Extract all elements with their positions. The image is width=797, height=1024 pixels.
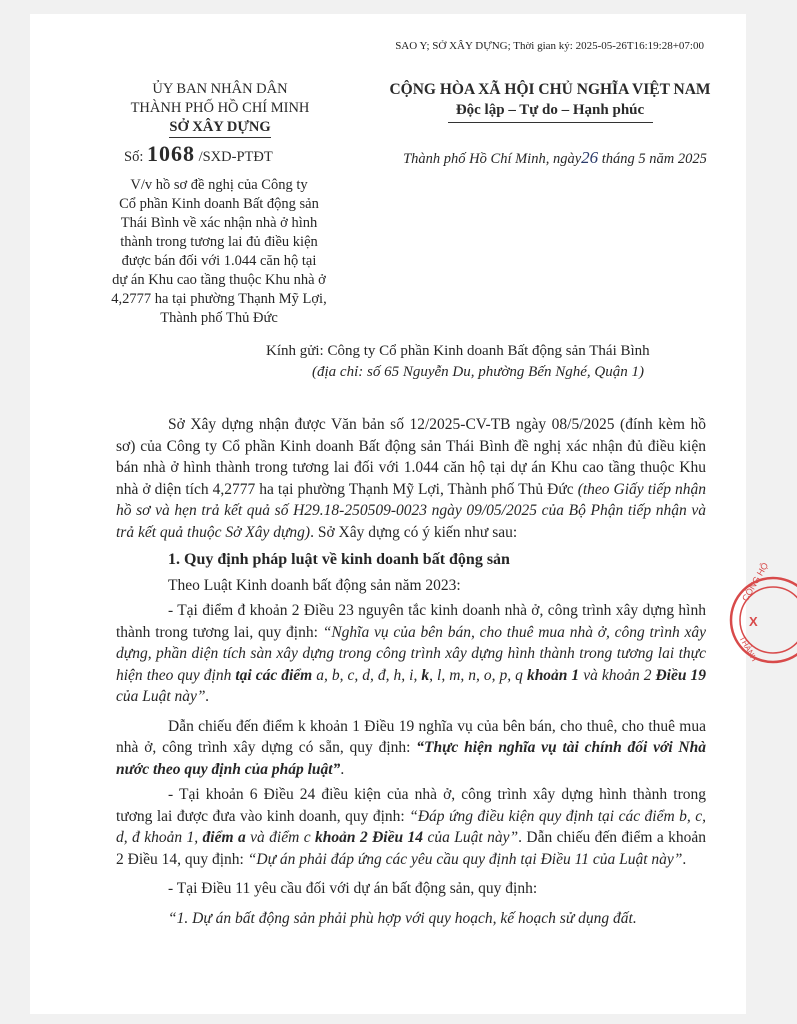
authority-line-2: THÀNH PHỐ HỒ CHÍ MINH <box>130 100 310 116</box>
text-run-bold-italic: khoản 1 <box>526 666 580 684</box>
so-label: Số: <box>124 149 144 165</box>
text-run-italic: “Dự án phải đáp ứng các yêu cầu quy định tại Điều 11 của Luật này” <box>247 850 683 868</box>
text-run-bold-italic: k <box>421 666 430 684</box>
date-suffix: tháng 5 năm 2025 <box>601 151 707 167</box>
subject-line: Thành phố Thủ Đức <box>160 310 278 326</box>
so-suffix: /SXD-PTĐT <box>198 149 273 165</box>
issue-date <box>375 148 735 168</box>
paragraph-article-19 <box>116 716 706 781</box>
national-motto: Độc lập – Tự do – Hạnh phúc <box>455 102 645 118</box>
subject-line: Cổ phần Kinh doanh Bất động sản <box>119 196 319 212</box>
paragraph-quote-11: “1. Dự án bất động sản phải phù hợp với quy hoạch, kế hoạch sử dụng đất. <box>168 909 637 927</box>
text-run: . <box>682 850 687 868</box>
national-header <box>365 80 735 123</box>
text-run-italic: của Luật này” <box>423 829 519 846</box>
issuing-authority <box>90 80 350 167</box>
recipient-to: Kính gửi: Công ty Cổ phần Kinh doanh Bất động sản Thái Bình <box>266 343 650 359</box>
text-run-bold-italic: tại các điểm <box>235 666 313 684</box>
department-name: SỞ XÂY DỰNG <box>169 118 270 138</box>
document-number <box>90 141 350 167</box>
subject-line: Thái Bình về xác nhận nhà ở hình <box>120 215 318 231</box>
motto-underline <box>448 122 653 123</box>
subject-line: thành trong tương lai đủ điều kiện <box>120 234 318 250</box>
text-run: . Dẫn chiếu đến điểm a khoản 2 Điều 14, quy định: <box>116 829 706 868</box>
subject-line: được bán đối với 1.044 căn hộ tại <box>121 253 317 269</box>
seal-text-bottom: THÀNH <box>737 634 759 663</box>
document-page <box>30 14 771 1014</box>
paragraph-intro <box>116 414 706 543</box>
seal-text-mid: X <box>749 614 758 629</box>
paragraph-article-11: - Tại Điều 11 yêu cầu đối với dự án bất động sản, quy định: <box>168 880 538 897</box>
subject-line: V/v hồ sơ đề nghị của Công ty <box>130 177 308 193</box>
text-run-italic: của Luật này”. <box>116 688 210 705</box>
text-run-italic: “Đáp ứng điều kiện quy định tại các điểm b, c, d, đ khoản 1, <box>116 807 706 846</box>
text-run-italic: và điểm c <box>245 829 316 846</box>
red-seal-stamp <box>725 560 797 666</box>
recipient-address: (địa chỉ: số 65 Nguyễn Du, phường Bến Nghé, Quận 1) <box>312 364 644 380</box>
text-run: Dẫn chiếu đến điểm k khoản 1 Điều 19 nghĩa vụ của bên bán, cho thuê, cho thuê mua nhà ở, công trình xây dựng có sẵn, quy định: <box>116 717 706 756</box>
text-run: Sở Xây dựng nhận được Văn bản số 12/2025-CV-TB ngày 08/5/2025 (đính kèm hồ sơ) của Công ty Cổ phần Kinh doanh Bất động sản Thái Bình đề nghị xác nhận đủ điều kiện bán nhà ở hình thành trong tương lai đối với 1.044 căn hộ tại dự án Khu cao tầng thuộc Khu nhà ở diện tích 4,2777 ha tại phường Thạnh Mỹ Lợi, Thành phố Thủ Đức <box>116 416 706 498</box>
authority-line-1: ỦY BAN NHÂN DÂN <box>152 81 288 97</box>
text-run-bold-italic: “Thực hiện nghĩa vụ tài chính đối với Nhà nước theo quy định của pháp luật” <box>116 739 707 778</box>
seal-text-top: CÔNG HỘ <box>740 560 771 603</box>
subject-line: dự án Khu cao tầng thuộc Khu nhà ở <box>112 272 326 288</box>
text-run-bold-italic: Điều 19 <box>655 666 706 684</box>
recipient-block <box>266 341 726 383</box>
section-heading-1: 1. Quy định pháp luật về kinh doanh bất động sản <box>168 551 510 568</box>
text-run: . <box>340 760 345 778</box>
document-body <box>116 414 706 929</box>
text-run: - Tại điểm đ khoản 2 Điều 23 nguyên tắc kinh doanh nhà ở, công trình xây dựng hình thành trong tương lai, quy định: <box>116 602 706 641</box>
date-prefix: Thành phố Hồ Chí Minh, ngày <box>403 151 582 167</box>
text-run-italic: và khoản 2 <box>579 666 656 684</box>
paragraph-law-ref: Theo Luật Kinh doanh bất động sản năm 2023: <box>168 576 461 594</box>
authority-department <box>90 118 350 138</box>
text-run-italic: , l, m, n, o, p, q <box>429 666 527 684</box>
text-run-bold-italic: khoản 2 Điều 14 <box>315 829 424 846</box>
so-number: 1068 <box>146 141 195 166</box>
text-run-italic: (theo Giấy tiếp nhận hồ sơ và hẹn trả kết quả số H29.18-250509-0023 ngày 09/05/2025 của Bộ Phận tiếp nhận và trả kết quả thuộc Sở Xây dựng) <box>116 480 706 541</box>
text-run-italic: a, b, c, d, đ, h, i, <box>312 666 422 684</box>
text-run-bold-italic: điểm a <box>202 829 246 846</box>
text-run: . Sở Xây dựng có ý kiến như sau: <box>310 523 518 541</box>
text-run-italic: “Nghĩa vụ của bên bán, cho thuê mua nhà ở, công trình xây dựng, phần diện tích sàn xây dựng trong công trình xây dựng hình thành trong tương lai thực hiện theo quy định <box>116 623 706 684</box>
subject-line: 4,2777 ha tại phường Thạnh Mỹ Lợi, <box>111 291 327 307</box>
handwritten-day: 26 <box>581 148 599 167</box>
nation-title: CỘNG HÒA XÃ HỘI CHỦ NGHĨA VIỆT NAM <box>389 81 711 98</box>
digital-copy-stamp: SAO Y; SỞ XÂY DỰNG; Thời gian ký: 2025-05-26T16:19:28+07:00 <box>395 40 704 52</box>
paragraph-article-24 <box>116 784 706 870</box>
paragraph-article-23 <box>116 600 706 708</box>
text-run: - Tại khoản 6 Điều 24 điều kiện của nhà ở, công trình xây dựng hình thành trong tương lai được đưa vào kinh doanh, quy định: <box>116 786 706 825</box>
subject-block <box>105 176 333 328</box>
